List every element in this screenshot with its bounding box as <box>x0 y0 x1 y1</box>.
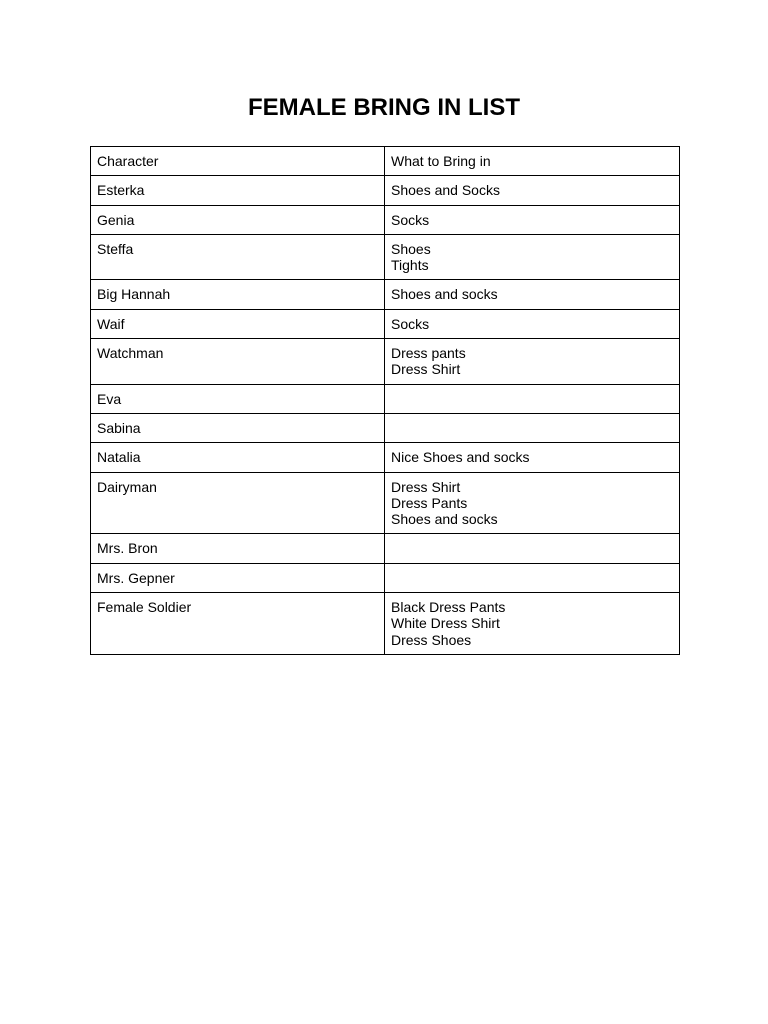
table-row <box>91 563 680 592</box>
character-cell <box>91 472 385 534</box>
table-row <box>91 176 680 205</box>
character-name: Mrs. Gepner <box>97 569 175 586</box>
items-cell <box>385 309 680 338</box>
bring-item: Shoes <box>391 240 431 257</box>
bring-item: Dress Shoes <box>391 631 472 648</box>
character-cell <box>91 443 385 472</box>
table-row <box>91 443 680 472</box>
items-cell <box>385 384 680 413</box>
items-cell <box>385 593 680 655</box>
character-name: Mrs. Bron <box>97 540 158 557</box>
table-row <box>91 413 680 442</box>
character-cell <box>91 563 385 592</box>
bring-item: Tights <box>391 257 429 274</box>
character-cell <box>91 234 385 280</box>
character-cell <box>91 176 385 205</box>
items-cell <box>385 534 680 563</box>
character-cell <box>91 280 385 309</box>
character-name: Watchman <box>97 345 164 362</box>
table-row <box>91 384 680 413</box>
items-cell <box>385 413 680 442</box>
table-row <box>91 309 680 338</box>
header-cell-what-to-bring: What to Bring in <box>385 147 680 176</box>
character-name: Steffa <box>97 240 134 257</box>
character-name: Esterka <box>97 182 145 199</box>
items-cell <box>385 472 680 534</box>
character-name: Female Soldier <box>97 599 192 616</box>
character-name: Big Hannah <box>97 286 171 303</box>
header-cell-character: Character <box>91 147 385 176</box>
bring-item: White Dress Shirt <box>391 615 500 632</box>
empty-item <box>391 420 673 436</box>
table-row <box>91 205 680 234</box>
bring-item: Black Dress Pants <box>391 599 506 616</box>
items-cell <box>385 280 680 309</box>
table-row <box>91 593 680 655</box>
bring-item: Dress Shirt <box>391 361 461 378</box>
bring-item: Nice Shoes and socks <box>391 449 530 466</box>
items-cell <box>385 563 680 592</box>
items-cell <box>385 443 680 472</box>
bring-item: Shoes and socks <box>391 286 498 303</box>
bring-in-table <box>90 146 680 655</box>
table-header-row <box>91 147 680 176</box>
character-cell <box>91 339 385 385</box>
bring-item: Socks <box>391 211 430 228</box>
character-cell <box>91 593 385 655</box>
bring-item: Shoes and Socks <box>391 182 500 199</box>
empty-item <box>391 540 673 556</box>
page-title: FEMALE BRING IN LIST <box>248 94 520 121</box>
character-name: Natalia <box>97 449 141 466</box>
table-row <box>91 280 680 309</box>
bring-item: Socks <box>391 315 430 332</box>
character-cell <box>91 205 385 234</box>
table-row <box>91 534 680 563</box>
table-row <box>91 472 680 534</box>
table-body <box>91 147 680 655</box>
bring-item: Dress Shirt <box>391 478 461 495</box>
bring-item: Dress pants <box>391 345 466 362</box>
character-name: Waif <box>97 315 125 332</box>
character-name: Eva <box>97 390 122 407</box>
bring-item: Dress Pants <box>391 494 468 511</box>
empty-item <box>391 391 673 407</box>
table-row <box>91 234 680 280</box>
empty-item <box>391 570 673 586</box>
character-cell <box>91 384 385 413</box>
items-cell <box>385 339 680 385</box>
bring-item: Shoes and socks <box>391 511 498 528</box>
character-name: Genia <box>97 211 135 228</box>
character-cell <box>91 413 385 442</box>
table-row <box>91 339 680 385</box>
character-name: Dairyman <box>97 478 157 495</box>
items-cell <box>385 205 680 234</box>
items-cell <box>385 176 680 205</box>
character-cell <box>91 534 385 563</box>
items-cell <box>385 234 680 280</box>
character-name: Sabina <box>97 419 141 436</box>
character-cell <box>91 309 385 338</box>
